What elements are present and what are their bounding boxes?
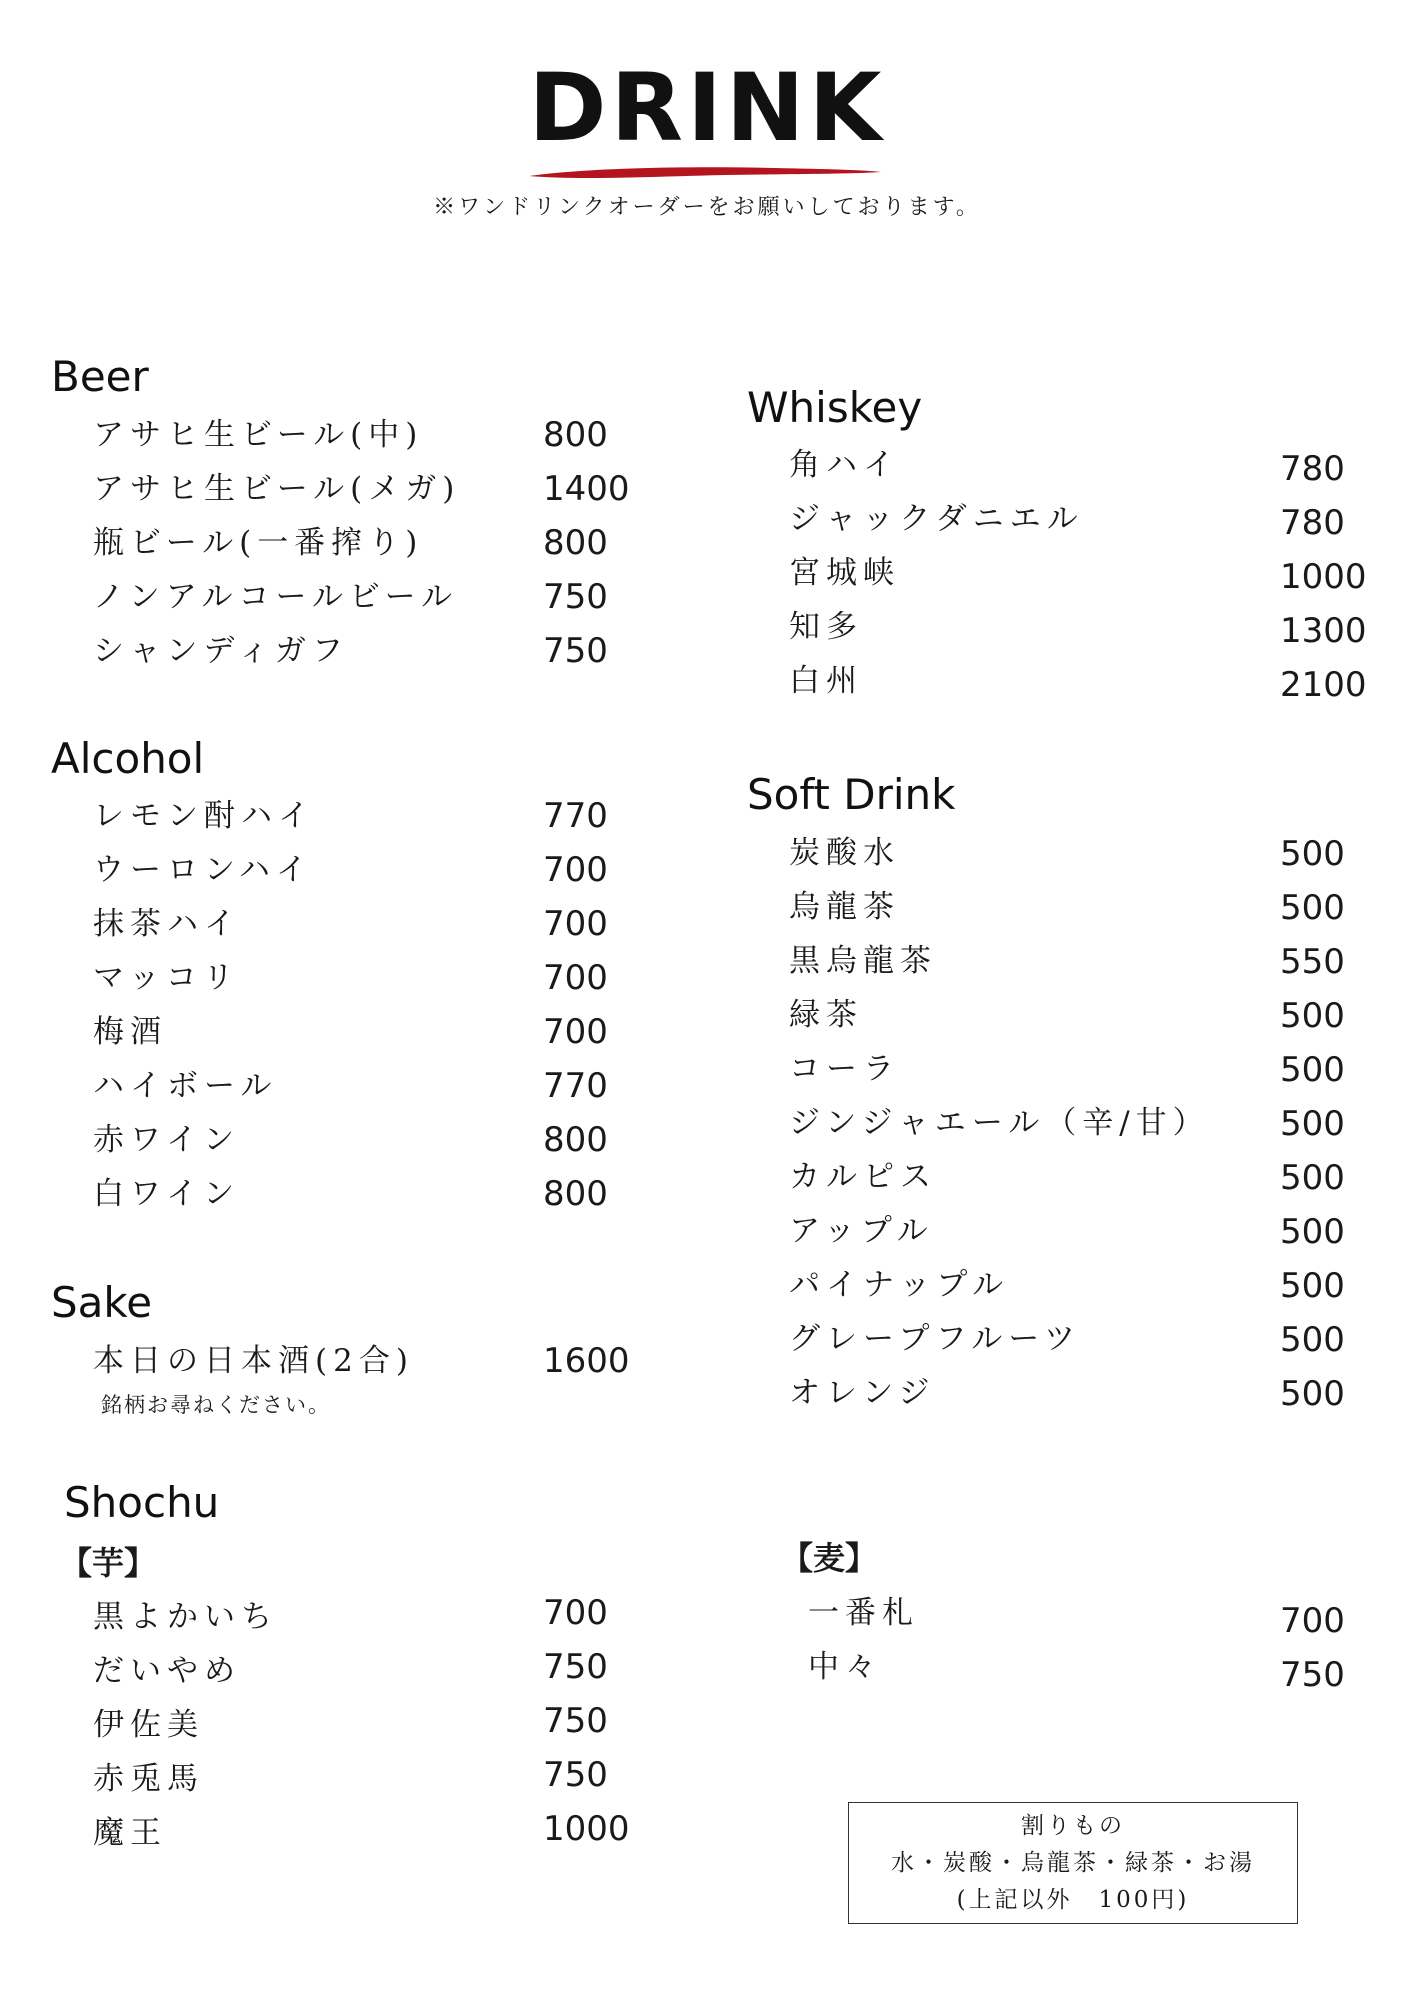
menu-item-name: 中々 <box>808 1649 882 1685</box>
menu-item-price: 700 <box>543 958 608 998</box>
menu-item-price: 500 <box>1280 888 1345 928</box>
menu-item-name: 烏龍茶 <box>789 889 900 925</box>
menu-item-name: カルピス <box>789 1159 937 1195</box>
menu-item-name: ノンアルコールビール <box>93 579 459 615</box>
menu-item-price: 500 <box>1280 1050 1345 1090</box>
mixers-list: 水・炭酸・烏龍茶・緑茶・お湯 <box>891 1850 1255 1876</box>
menu-item-price: 780 <box>1280 449 1345 489</box>
menu-item-price: 700 <box>543 1593 608 1633</box>
menu-item-price: 1000 <box>543 1809 630 1849</box>
menu-item-price: 800 <box>543 415 608 455</box>
menu-item-name: 赤兎馬 <box>93 1761 204 1797</box>
menu-item-name: 炭酸水 <box>789 835 900 871</box>
section-heading-beer: Beer <box>51 352 149 401</box>
menu-item-name: 魔王 <box>93 1815 167 1851</box>
menu-item-name: レモン酎ハイ <box>93 798 315 834</box>
section-heading-alcohol: Alcohol <box>51 734 205 783</box>
menu-item-name: 知多 <box>789 609 863 645</box>
menu-item-name: アサヒ生ビール(中) <box>93 417 424 453</box>
menu-item-name: ジャックダニエル <box>789 501 1084 537</box>
menu-item-name: 白州 <box>789 663 863 699</box>
menu-item-price: 500 <box>1280 996 1345 1036</box>
menu-item-price: 500 <box>1280 1104 1345 1144</box>
menu-item-price: 750 <box>543 1701 608 1741</box>
menu-item-price: 700 <box>1280 1601 1345 1641</box>
page-title: DRINK <box>528 54 886 163</box>
mixers-box <box>848 1802 1298 1924</box>
menu-item-name: ジンジャエール（辛/甘） <box>789 1105 1210 1141</box>
menu-item-name: 伊佐美 <box>93 1707 204 1743</box>
menu-item-price: 550 <box>1280 942 1345 982</box>
menu-item-price: 700 <box>543 904 608 944</box>
section-heading-soft-drink: Soft Drink <box>747 770 956 819</box>
shochu-imo-label: 【芋】 <box>60 1544 157 1582</box>
menu-item-price: 770 <box>543 796 608 836</box>
menu-item-price: 750 <box>543 577 608 617</box>
menu-item-name: 本日の日本酒(2合) <box>93 1343 414 1379</box>
menu-item-price: 500 <box>1280 1212 1345 1252</box>
section-heading-whiskey: Whiskey <box>747 383 923 432</box>
menu-item-name: 白ワイン <box>93 1176 241 1212</box>
menu-item-price: 1000 <box>1280 557 1367 597</box>
menu-item-name: オレンジ <box>789 1375 936 1411</box>
menu-item-price: 500 <box>1280 1374 1345 1414</box>
menu-item-price: 750 <box>543 631 608 671</box>
menu-item-name: コーラ <box>789 1051 900 1087</box>
menu-item-name: だいやめ <box>93 1653 241 1689</box>
menu-item-name: グレープフルーツ <box>789 1321 1081 1357</box>
shochu-mugi-label: 【麦】 <box>781 1539 878 1577</box>
menu-item-name: 抹茶ハイ <box>93 906 241 942</box>
menu-item-price: 1600 <box>543 1341 630 1381</box>
menu-item-price: 700 <box>543 850 608 890</box>
menu-item-price: 800 <box>543 1174 608 1214</box>
menu-item-price: 2100 <box>1280 665 1367 705</box>
menu-item-name: 宮城峡 <box>789 555 900 591</box>
sake-brand-note: 銘柄お尋ねください。 <box>101 1393 331 1417</box>
menu-item-name: ハイボール <box>93 1068 278 1104</box>
menu-item-price: 1400 <box>543 469 630 509</box>
menu-item-price: 750 <box>543 1755 608 1795</box>
menu-item-price: 750 <box>543 1647 608 1687</box>
menu-item-name: ウーロンハイ <box>93 852 313 888</box>
menu-item-name: 赤ワイン <box>93 1122 241 1158</box>
menu-item-price: 500 <box>1280 834 1345 874</box>
menu-item-name: 瓶ビール(一番搾り) <box>93 525 424 561</box>
menu-item-price: 700 <box>543 1012 608 1052</box>
menu-item-price: 500 <box>1280 1266 1345 1306</box>
mixers-extra-charge-note: (上記以外 100円) <box>956 1887 1190 1913</box>
menu-item-price: 800 <box>543 1120 608 1160</box>
menu-item-name: アップル <box>789 1213 934 1249</box>
menu-item-name: 黒烏龍茶 <box>789 943 937 979</box>
section-heading-shochu: Shochu <box>64 1478 220 1527</box>
menu-item-name: シャンディガフ <box>93 633 349 669</box>
menu-item-name: 一番札 <box>808 1595 919 1631</box>
section-heading-sake: Sake <box>51 1278 153 1327</box>
menu-item-price: 1300 <box>1280 611 1367 651</box>
menu-item-name: マッコリ <box>93 960 240 996</box>
red-brush-stroke <box>525 162 885 184</box>
menu-item-price: 500 <box>1280 1320 1345 1360</box>
menu-item-name: 緑茶 <box>789 997 863 1033</box>
menu-item-name: パイナップル <box>789 1267 1010 1303</box>
menu-item-price: 500 <box>1280 1158 1345 1198</box>
menu-item-price: 770 <box>543 1066 608 1106</box>
menu-item-price: 750 <box>1280 1655 1345 1695</box>
menu-item-price: 800 <box>543 523 608 563</box>
mixers-title: 割りもの <box>1021 1813 1125 1839</box>
menu-item-name: アサヒ生ビール(メガ) <box>93 471 461 507</box>
menu-item-name: 角ハイ <box>789 447 900 483</box>
menu-item-name: 黒よかいち <box>93 1599 278 1635</box>
menu-item-price: 780 <box>1280 503 1345 543</box>
one-drink-notice: ※ワンドリンクオーダーをお願いしております。 <box>433 195 981 220</box>
menu-item-name: 梅酒 <box>93 1014 167 1050</box>
